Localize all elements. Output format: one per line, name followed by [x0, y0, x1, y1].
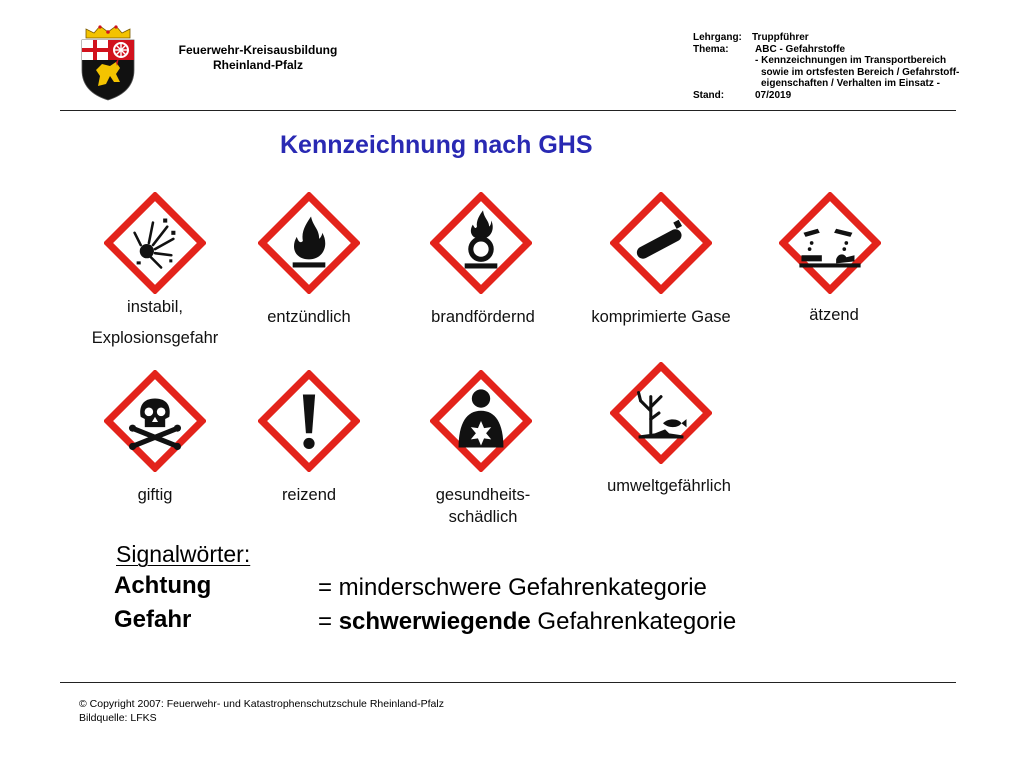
signal-desc-achtung: = minderschwere Gefahrenkategorie: [318, 574, 707, 601]
page-title: Kennzeichnung nach GHS: [280, 131, 593, 159]
header-divider: [60, 110, 956, 111]
label-giftig: giftig: [137, 486, 173, 504]
exclamation-mark-icon: [258, 370, 360, 472]
signal-desc-gefahr-emphasis: schwerwiegende: [338, 608, 531, 635]
label-umweltgefaehrlich: umweltgefährlich: [607, 477, 731, 495]
label-reizend: reizend: [281, 486, 337, 504]
organization-name: Feuerwehr-Kreisausbildung: [178, 43, 338, 57]
health-hazard-icon: [430, 370, 532, 472]
thema-value: ABC - Gefahrstoffe: [755, 43, 846, 55]
label-brandfoerdernd: brandfördernd: [431, 308, 535, 326]
label-entzuendlich: entzündlich: [267, 308, 351, 326]
image-source-text: Bildquelle: LFKS: [79, 712, 157, 724]
label-explosionsgefahr: Explosionsgefahr: [91, 329, 219, 347]
signal-word-achtung: Achtung: [114, 572, 212, 599]
flame-icon: [258, 192, 360, 294]
rheinland-pfalz-coat-of-arms-icon: [76, 24, 140, 102]
course-info: [693, 32, 1013, 102]
signal-words-heading: Signalwörter:: [116, 541, 251, 567]
thema-label: Thema:: [693, 43, 729, 55]
organization-region: Rheinland-Pfalz: [212, 58, 303, 72]
flame-over-circle-icon: [430, 192, 532, 294]
signal-desc-gefahr: [318, 608, 736, 636]
copyright-text: © Copyright 2007: Feuerwehr- und Katastrophenschutzschule Rheinland-Pfalz: [79, 698, 444, 710]
signal-desc-gefahr-suffix: Gefahrenkategorie: [530, 608, 737, 635]
footer-divider: [60, 682, 956, 683]
label-aetzend: ätzend: [809, 306, 859, 324]
signal-word-gefahr: Gefahr: [114, 606, 192, 633]
stand-value: 07/2019: [755, 89, 792, 101]
thema-line-4: eigenschaften / Verhalten im Einsatz -: [761, 78, 940, 90]
label-instabil: instabil,: [127, 298, 183, 316]
gas-cylinder-icon: [610, 192, 712, 294]
environment-icon: [610, 362, 712, 464]
label-schaedlich: schädlich: [448, 508, 518, 526]
corrosion-icon: [779, 192, 881, 294]
label-gesundheits: gesundheits-: [435, 486, 531, 504]
exploding-bomb-icon: [104, 192, 206, 294]
signal-desc-gefahr-prefix: =: [318, 608, 339, 635]
lehrgang-value: Truppführer: [752, 32, 809, 43]
stand-label: Stand:: [693, 89, 725, 101]
lehrgang-label: Lehrgang:: [693, 32, 742, 43]
thema-line-3: sowie im ortsfesten Bereich / Gefahrstoff-: [761, 66, 960, 78]
thema-line-2: - Kennzeichnungen im Transportbereich: [755, 55, 947, 67]
label-komprimierte-gase: komprimierte Gase: [591, 308, 731, 326]
skull-crossbones-icon: [104, 370, 206, 472]
